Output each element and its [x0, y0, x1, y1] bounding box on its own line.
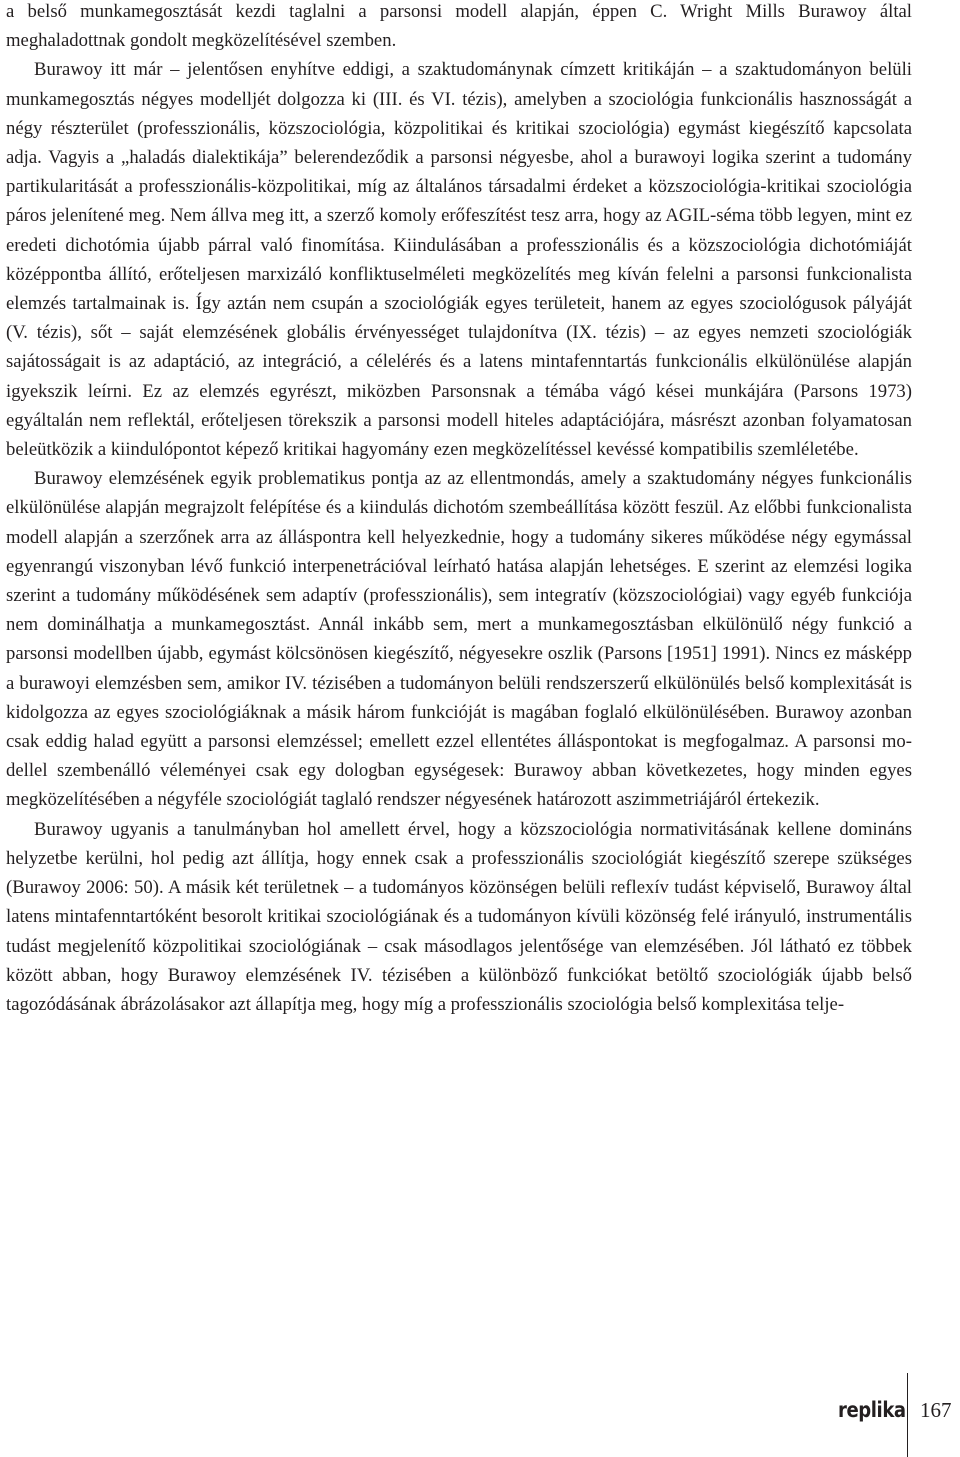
page-number: 167	[920, 1398, 952, 1422]
paragraph-3: Burawoy elemzésének egyik problematikus pontja az az ellentmondás, amely a szaktudomány négyes funkcionális elkülönülése alapján megrajzolt felépítése és a kiindulás dichotóm szembeállítása között feszül. Az előbbi funkcionalista modell alapján a szerzőnek arra az álláspontra kell helyezkednie, hogy a tudomány sikeres működése négy egymással egyenrangú viszonyban lévő funkció interpenetrációval leírható hatása alapján lehetséges. E szerint az elemzési logika szerint a tudomány működésének sem adaptív (professzionális), sem integratív (közszociológiai) vagy egyéb funkciója nem dominálhatja a munkamegosztást. Annál inkább sem, mert a munkamegosztásban elkülönülő négy funkció a parsonsi modellben újabb, egymást kölcsönösen kiegészítő, négyesekre oszlik (Parsons [1951] 1991). Nincs ez másképp a burawoyi elemzésben sem, amikor IV. tézisében a tudományon belüli rendszerszerű elkülönülés belső komplexitását is kidolgozza az egyes szociológiáknak a másik három funkcióját is magában foglaló elkülönülésében. Burawoy azonban csak eddig halad együtt a parsonsi elemzéssel; emellett ezzel ellentétes álláspontokat is megfogalmaz. A parsonsi modellel szembenálló véleményei csak egy dologban egységesek: Burawoy abban következetes, hogy minden egyes megközelítésében a négyféle szociológiát taglaló rendszer négyesének határozott aszimmetriájáról értekezik.	[6, 468, 912, 811]
article-body	[6, 0, 912, 1019]
paragraph-1: a belső munkamegosztását kezdi taglalni a parsonsi modell alapján, éppen C. Wright Mills Burawoy által meghaladottnak gondolt megközelítésével szemben.	[6, 1, 912, 52]
paragraph-2: Burawoy itt már – jelentősen enyhítve eddigi, a szaktudománynak címzett kritikáján – a szaktudományon belüli munkamegosztás négyes modelljét dolgozza ki (III. és VI. tézis), amelyben a szociológia funkcionális hasznosságát a négy részterület (professzionális, közszociológia, közpolitikai és kritikai szociológia) egymást kiegészítő kapcsolata adja. Vagyis a „haladás dialektikája” belerendeződik a parsonsi négyesbe, ahol a burawoyi logika szerint a tudomány partikularitását a professzionális-közpolitikai, míg az általános társadalmi érdeket a közszociológia-kritikai szociológia páros jelenítené meg. Nem állva meg itt, a szerző komoly erőfeszítést tesz arra, hogy az AGIL-séma több legyen, mint ez eredeti dichotómia újabb párral való finomítása. Kiindulásában a professzionális és a közszociológia dichotómiáját középpontba állító, erőteljesen marxizáló konfliktuselméleti megközelítés meg kíván felelni a parsonsi funkcionalista elemzés tartalmainak is. Így aztán nem csupán a szociológiák egyes területeit, hanem az egyes szociológusok pályáját (V. tézis), sőt – saját elemzésének globális érvényességet tulajdonítva (IX. tézis) – az egyes nemzeti szociológiák sajátosságait is az adaptáció, az integráció, a célelérés és a latens mintafenntartás funkcionális elkülönülése alapján igyekszik leírni. Ez az elemzés egyrészt, miközben Parsonsnak a témába vágó kései munkájára (Parsons 1973) egyáltalán nem reflektál, erőteljesen törekszik a parsonsi modell hiteles adaptációjára, másrészt azonban folyamatosan beleütközik a kiindulópontot képező kritikai hagyomány ezen megközelítéssel kevéssé kompatibilis szemléletébe.	[6, 59, 912, 461]
journal-logo: replika	[838, 1398, 906, 1422]
paragraph-4: Burawoy ugyanis a tanulmányban hol amellett érvel, hogy a közszociológia normativitásának kellene domináns helyzetbe kerülni, hol pedig azt állítja, hogy ennek csak a professzionális szociológiát kiegészítő szerepe szükséges (Burawoy 2006: 50). A másik két területnek – a tudományos közönségen belüli reflexív tudást képviselő, Burawoy által latens mintafenntartóként besorolt kritikai szociológiának és a tudományon kívüli közönség felé irányuló, instrumentális tudást megjelenítő közpolitikai szociológiának – csak másodlagos jelentősége van elemzésében. Jól látható ez többek között abban, hogy Burawoy elemzésének IV. tézisében a különböző funkciókat betöltő szociológiák újabb belső tagozódásának ábrázolásakor azt állapítja meg, hogy míg a professzionális szociológia belső komplexitása telje-	[6, 818, 912, 1015]
footer-divider	[907, 1373, 908, 1457]
